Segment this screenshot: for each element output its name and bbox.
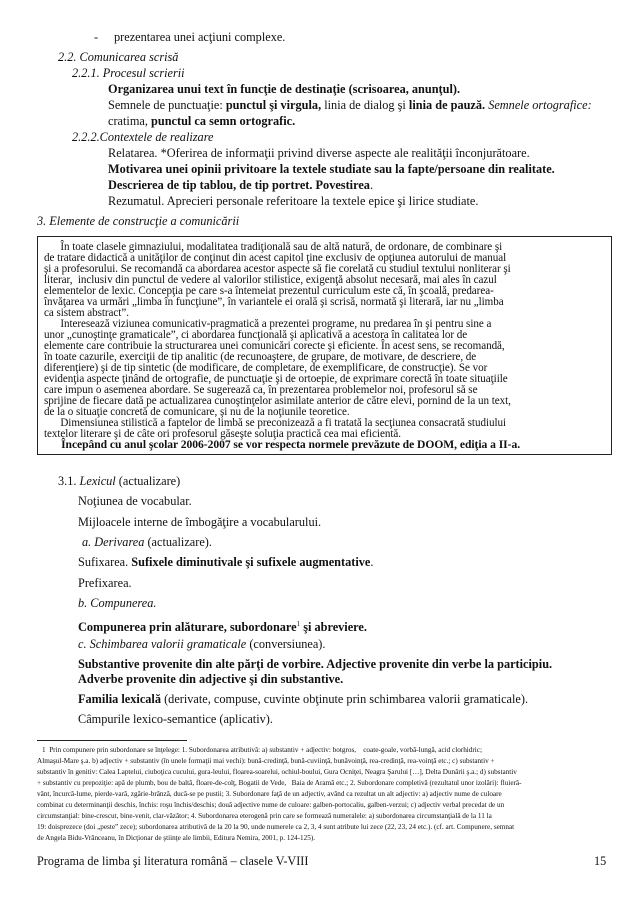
section-heading-3-1 — [58, 474, 180, 489]
text-run: Semnele ortografice: — [485, 98, 592, 112]
text-run: (actualizare). — [144, 535, 212, 549]
box-line: În toate clasele gimnaziului, modalitatea tradiţională sau de altă natură, de ordonare, de combinare şi — [44, 241, 503, 253]
footnote-line: + substantiv cu prepoziţie: apă de plumb, bou de baltă, floare-de-colţ, Bogatii de Vede, Baia de Aramă etc.; 2. Subordonare completivă (rezultatul unor izolări): fluieră- — [37, 779, 522, 787]
text-run: punctul ca semn ortografic. — [151, 114, 296, 128]
footnote-line: de Angela Bidu-Vrânceanu, în Dicţionar de ştiinţe ale limbii, Editura Nemira, 2001, p. 124-125). — [37, 834, 316, 842]
footnote-line: 19: doisprezece (doi „peste” zece); subordonarea atributivă de la 20 la 90, unde numerele ca 2, 3, 4 sunt atribute lui zece (22, 23, 24 etc.). (cf. art. Compunere, semnat — [37, 823, 515, 831]
footnote-line: 1 Prin compunere prin subordonare se înţelege: 1. Subordonarea atributivă: a) substantiv + adjectiv: botgros, coate-goale, vorbă-lungă, acid clorhidric; — [42, 746, 482, 754]
box-line: sprijine de fiecare dată pe actualizarea cunoştinţelor asimilate anterior de către elevi, pornind de la un text, — [44, 395, 511, 407]
content-line — [78, 637, 325, 652]
text-run: Sufixarea. — [78, 555, 132, 569]
content-line: Substantive provenite din alte părţi de vorbire. Adjective provenite din verbe la participiu. — [78, 657, 553, 671]
text-run: 3.1. — [58, 474, 80, 488]
subsection-title: Contextele de realizare — [99, 130, 214, 144]
list-dash: - — [94, 30, 99, 44]
text-run: Descrierea de tip tablou, de tip portret. Povestirea — [108, 178, 370, 192]
text-run: . — [369, 178, 374, 192]
content-line: Mijloacele interne de îmbogăţire a vocabularului. — [78, 515, 322, 529]
footnote-line: Almaşul-Mare ş.a. b) adjectiv + substantiv (în unele formaţii mai vechi): bună-credinţă, bună-cuviinţă, bunăvoinţă, rea-credinţă, rea-voinţă etc.; c) substantiv + — [37, 757, 495, 765]
text-run: Lexicul — [79, 474, 116, 488]
box-line: în toate cazurile, exerciţii de tip analitic (de recunoaştere, de grupare, de motivare, de descriere, de — [44, 351, 477, 363]
subsection-heading-2-2-1: 2.2.1. Procesul scrierii — [72, 66, 185, 80]
footnote-line: substantiv în genitiv: Calea Laptelui, ciuboţica cucului, gura-leului, floarea-soarelui, ochiul-boului, Gura Ocniţei, Neagra Şarului […], Delta Dunării ş.a.; d) substantiv — [37, 768, 517, 776]
text-run: Sufixele diminutivale şi sufixele augmentative — [131, 555, 371, 569]
text-run: Compunerea prin alăturare, subordonare — [78, 620, 297, 635]
content-line — [108, 114, 295, 129]
text-run: c. Schimbarea valorii gramaticale — [78, 637, 247, 651]
box-line: de tratare didactică a unităţilor de conţinut din acest capitol ţine exclusiv de opţiunea autorului de manual — [44, 252, 507, 264]
box-line: literar, inclusiv din punctul de vedere al valorilor stilistice, exigenţă absolut necesară, mai ales în cazul — [44, 274, 497, 286]
text-run: punctul şi virgula, — [225, 98, 322, 112]
box-line: Dimensiunea stilistică a faptelor de limbă se preconizează a fi tratată la secţiunea consacrată studiului — [44, 417, 507, 429]
text-run: Semnele de punctuaţie: — [108, 98, 226, 112]
footnote-line: combinat cu determinanţii deschis, închis: roşu închis/deschis; două adjective nume de culoare: galben-portocaliu, galben-verzui; c) adjectiv verbal precedat de un — [37, 801, 505, 809]
content-line — [82, 535, 212, 550]
section-heading-2-2: 2.2. Comunicarea scrisă — [58, 50, 179, 64]
text-run: a. Derivarea — [82, 535, 145, 549]
box-line: unor „cunoştinţe gramaticale”, ci abordarea funcţională şi aplicativă a acestora în calitatea lor de — [44, 329, 468, 341]
page-number: 15 — [594, 854, 607, 868]
content-line — [78, 692, 528, 707]
content-line — [108, 98, 592, 113]
text-run: (derivate, compuse, cuvinte obţinute prin schimbarea valorii gramaticale). — [161, 692, 529, 706]
box-line: diferenţiere) şi de tip sintetic (de modificare, de completare, de exemplificare, de construcţie). Se vor — [44, 362, 488, 374]
box-line: şi a profesorului. Se recomandă ca abordarea acestor aspecte să fie corelată cu studiul textului nonliterar şi — [44, 263, 511, 275]
content-line — [108, 178, 373, 193]
box-line: textelor literare şi de câte ori profesorul găseşte soluţia practică cea mai eficientă. — [44, 428, 401, 440]
box-line: Interesează viziunea comunicativ-pragmatică a prezentei programe, nu predarea în şi pentru sine a — [44, 318, 492, 330]
footnote-ref: 1 — [296, 620, 301, 628]
text-run: Organizarea unui text în funcţie de destinaţie (scrisoarea, anunţul). — [108, 82, 461, 96]
list-item: prezentarea unei acţiuni complexe. — [114, 30, 286, 44]
box-line: elemente care contribuie la structurarea unei comunicări corecte şi eficiente. În acest sens, se recomandă, — [44, 340, 505, 352]
text-run: (conversiunea). — [246, 637, 326, 651]
footnote-line: vânt, încurcă-lume, pierde-vară, zgârie-brânză, ducă-se pe pustii; 3. Subordonare faţă de un adjectiv, având ca rezultat un alt adjectiv: a) adjectiv nume de culoare — [37, 790, 502, 798]
content-line: Rezumatul. Aprecieri personale referitoare la textele epice şi lirice studiate. — [108, 194, 479, 208]
content-line — [78, 617, 367, 635]
text-run: şi abreviere. — [300, 620, 367, 635]
text-run: . — [370, 555, 374, 569]
content-line — [78, 555, 373, 570]
content-line: b. Compunerea. — [78, 596, 157, 610]
text-run: (actualizare) — [115, 474, 181, 488]
box-line: învăţarea va urmări „limba în funcţiune”, în variantele ei orală şi scrisă, normată şi literară, iar nu „limba — [44, 296, 504, 308]
footnote-line: circumstanţial: bine-crescut, bine-venit, clar-văzător; 4. Subordonarea eterogenă prin care se formează numeralele: a) subordonarea circumstanţială de la 11 la — [37, 812, 492, 820]
content-line: Noţiunea de vocabular. — [78, 494, 192, 508]
subsection-heading-2-2-2 — [72, 130, 214, 145]
content-line: Adverbe provenite din adjective şi din substantive. — [78, 672, 344, 686]
box-line: evidenţia aspecte ţinând de ortografie, de punctuaţie şi de ortoepie, de exprimare corectă în toate situaţiile — [44, 373, 508, 385]
box-line: care impun o asemenea abordare. Se sugerează ca, în prezentarea problemelor noi, profesorul să se — [44, 384, 478, 396]
text-run: cratima, — [108, 114, 152, 128]
box-line: ca sistem abstract”. — [44, 307, 129, 319]
content-line: Prefixarea. — [78, 576, 132, 590]
content-line: Câmpurile lexico-semantice (aplicativ). — [78, 712, 273, 726]
box-line: Începând cu anul şcolar 2006-2007 se vor respecta normele prevăzute de DOOM, ediţia a II-a. — [44, 438, 521, 451]
content-line — [108, 82, 460, 97]
box-line: elementelor de lexic. Concepţia pe care s-a întemeiat prezentul curriculum este că, în şcoală, predarea- — [44, 285, 494, 297]
text-run: Familia lexicală — [78, 692, 161, 706]
text-run: linia de dialog şi — [321, 98, 409, 112]
subsection-number: 2.2.2. — [72, 130, 100, 144]
footer-title: Programa de limba şi literatura română – clasele V-VIII — [37, 854, 309, 868]
footnote-divider — [37, 740, 187, 741]
section-heading-3: 3. Elemente de construcţie a comunicării — [37, 214, 240, 228]
content-line: Motivarea unei opinii privitoare la textele studiate sau la fapte/persoane din realitate. — [108, 162, 555, 176]
content-line: Relatarea. *Oferirea de informaţii privind diverse aspecte ale realităţii înconjurătoare. — [108, 146, 530, 160]
box-line: de la o situaţie concretă de comunicare, şi nu de la noţiunile teoretice. — [44, 406, 350, 418]
text-run: linia de pauză. — [408, 98, 486, 112]
